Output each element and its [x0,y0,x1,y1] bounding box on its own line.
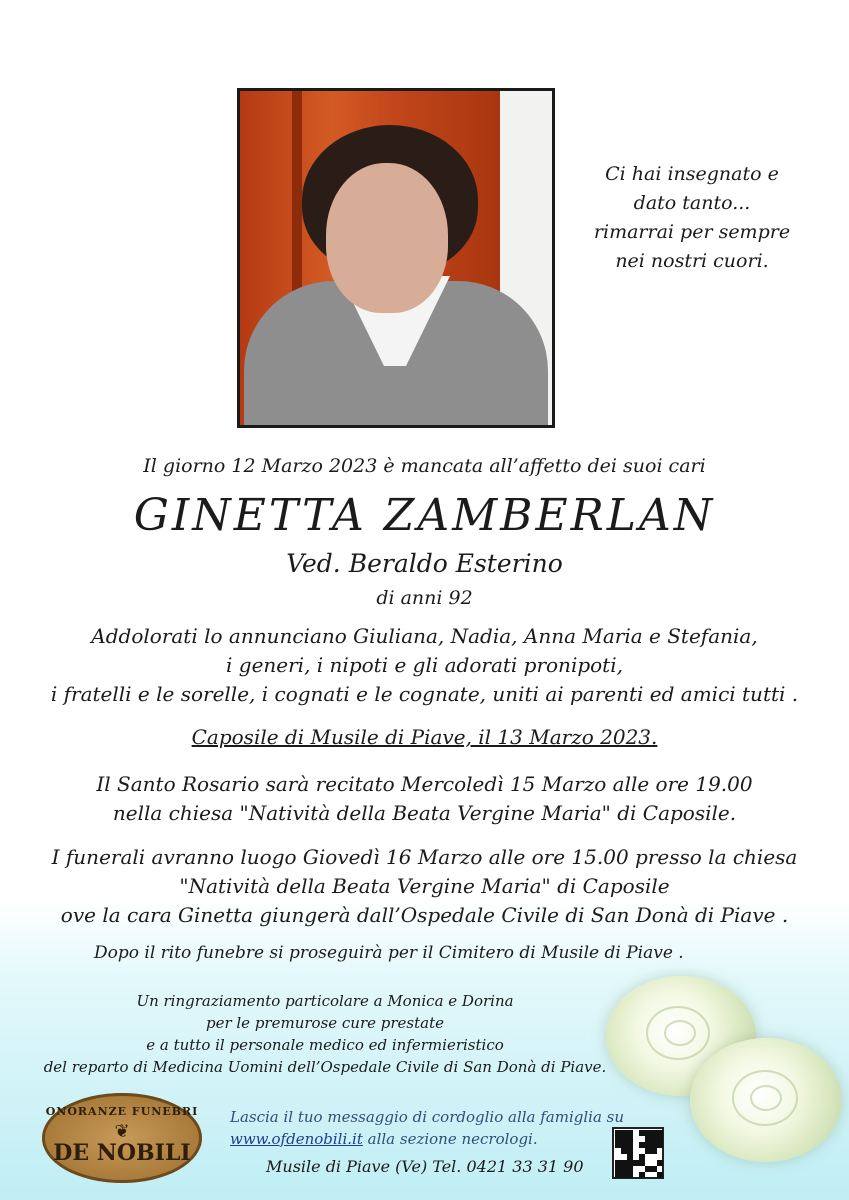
message-line: Lascia il tuo messaggio di cordoglio alla famiglia su [230,1108,625,1126]
quote-line: dato tanto... [633,192,751,214]
thanks-line: Un ringraziamento particolare a Monica e Dorina [136,992,514,1010]
announcement-line: i generi, i nipoti e gli adorati pronipoti, [226,653,623,677]
qr-cell [639,1172,645,1178]
ornament-icon: ❦ [114,1121,130,1142]
qr-code-icon[interactable] [612,1127,664,1179]
place-date: Caposile di Musile di Piave, il 13 Marzo 2023. [191,725,658,749]
funeral-line: ove la cara Ginetta giungerà dall’Ospedale Civile di San Donà di Piave . [60,903,789,927]
qr-cell [657,1142,663,1148]
announcement [0,622,849,709]
thanks-line: del reparto di Medicina Uomini dell’Ospedale Civile di San Donà di Piave. [43,1058,607,1076]
logo-brand-text: DE NOBILI [53,1140,191,1166]
age-line: di anni 92 [376,587,473,609]
after-rite-note: Dopo il rito funebre si proseguirà per il Cimitero di Musile di Piave . [94,943,684,963]
funeral-home-logo [42,1093,202,1183]
portrait-photo [237,88,555,428]
qr-cell [657,1172,663,1178]
funeral-info [0,843,849,930]
memorial-quote [592,160,792,276]
deceased-name: GINETTA ZAMBERLAN [133,490,716,541]
rosary-line: nella chiesa "Natività della Beata Vergine Maria" di Caposile. [112,801,737,825]
contact-line: Musile di Piave (Ve) Tel. 0421 33 31 90 [266,1157,584,1176]
thanks-note [0,990,650,1078]
announcement-line: i fratelli e le sorelle, i cognati e le cognate, uniti ai parenti ed amici tutti . [50,682,799,706]
announcement-line: Addolorati lo annunciano Giuliana, Nadia, Anna Maria e Stefania, [91,624,758,648]
condolence-message [230,1106,624,1150]
qr-cell [651,1148,657,1154]
website-link[interactable]: www.ofdenobili.it [230,1130,363,1148]
quote-line: nei nostri cuori. [615,250,769,272]
death-intro: Il giorno 12 Marzo 2023 è mancata all’affetto dei suoi cari [143,455,706,477]
funeral-line: I funerali avranno luogo Giovedì 16 Marzo alle ore 15.00 presso la chiesa [51,845,798,869]
quote-line: Ci hai insegnato e [605,163,779,185]
thanks-line: e a tutto il personale medico ed infermieristico [146,1036,504,1054]
qr-cell [627,1172,633,1178]
logo-top-text: ONORANZE FUNEBRI [45,1105,199,1118]
thanks-line: per le premurose cure prestate [205,1014,445,1032]
funeral-line: "Natività della Beata Vergine Maria" di Caposile [179,874,670,898]
rosary-line: Il Santo Rosario sarà recitato Mercoledì 15 Marzo alle ore 19.00 [96,772,753,796]
qr-cell [657,1160,663,1166]
widow-of: Ved. Beraldo Esterino [286,549,563,578]
quote-line: rimarrai per sempre [593,221,791,243]
message-line: alla sezione necrologi. [362,1130,538,1148]
rosary-info [0,770,849,828]
